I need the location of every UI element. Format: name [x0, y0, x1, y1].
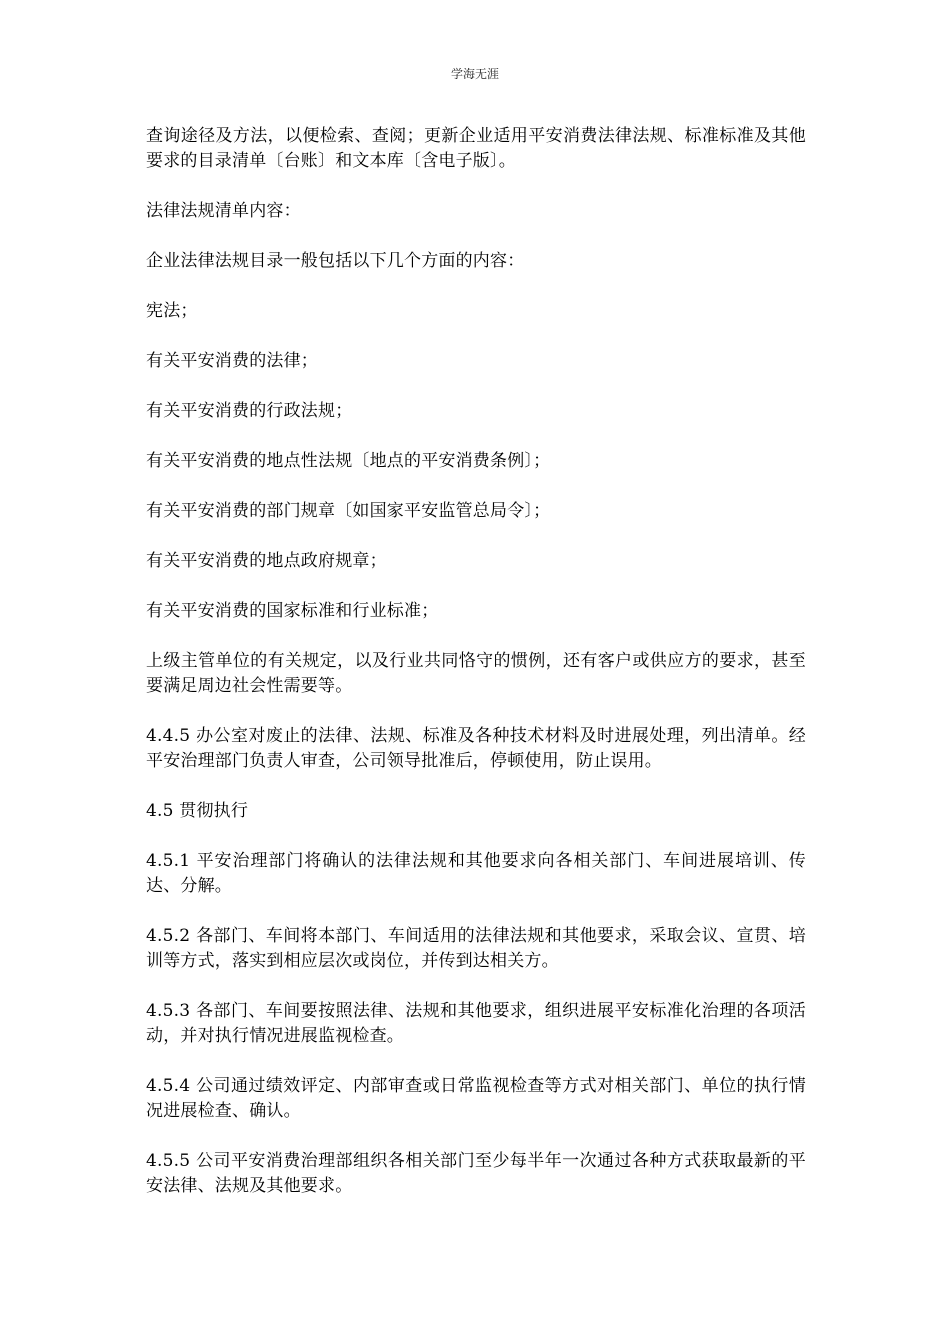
list-item: 有关平安消费的行政法规；	[146, 401, 353, 421]
section-heading: 4.5 贯彻执行	[146, 801, 249, 821]
list-item: 有关平安消费的地点性法规〔地点的平安消费条例〕；	[146, 451, 551, 471]
document-body	[146, 124, 806, 1224]
paragraph: 4.5.5 公司平安消费治理部组织各相关部门至少每半年一次通过各种方式获取最新的平安法律、法规及其他要求。	[146, 1151, 806, 1196]
list-item: 有关平安消费的国家标准和行业标准；	[146, 601, 439, 621]
paragraph: 法律法规清单内容：	[146, 201, 301, 221]
list-item: 宪法；	[146, 301, 198, 321]
paragraph: 4.5.4 公司通过绩效评定、内部审查或日常监视检查等方式对相关部门、单位的执行情况进展检查、确认。	[146, 1076, 806, 1121]
paragraph: 查询途径及方法，以便检索、查阅；更新企业适用平安消费法律法规、标准标准及其他要求的目录清单〔台账〕和文本库〔含电子版〕。	[146, 126, 806, 171]
paragraph: 4.5.2 各部门、车间将本部门、车间适用的法律法规和其他要求，采取会议、宣贯、培训等方式，落实到相应层次或岗位，并传到达相关方。	[146, 926, 806, 971]
paragraph: 4.5.3 各部门、车间要按照法律、法规和其他要求，组织进展平安标准化治理的各项活动，并对执行情况进展监视检查。	[146, 1001, 806, 1046]
list-item: 有关平安消费的部门规章〔如国家平安监管总局令〕；	[146, 501, 551, 521]
paragraph: 4.4.5 办公室对废止的法律、法规、标准及各种技术材料及时进展处理，列出清单。经平安治理部门负责人审查，公司领导批准后，停顿使用，防止误用。	[146, 726, 806, 771]
list-item: 上级主管单位的有关规定，以及行业共同恪守的惯例，还有客户或供应方的要求，甚至要满足周边社会性需要等。	[146, 651, 806, 696]
paragraph: 企业法律法规目录一般包括以下几个方面的内容：	[146, 251, 525, 271]
paragraph: 4.5.1 平安治理部门将确认的法律法规和其他要求向各相关部门、车间进展培训、传达、分解。	[146, 851, 806, 896]
list-item: 有关平安消费的地点政府规章；	[146, 551, 387, 571]
list-item: 有关平安消费的法律；	[146, 351, 318, 371]
page-header: 学海无涯	[450, 67, 499, 81]
